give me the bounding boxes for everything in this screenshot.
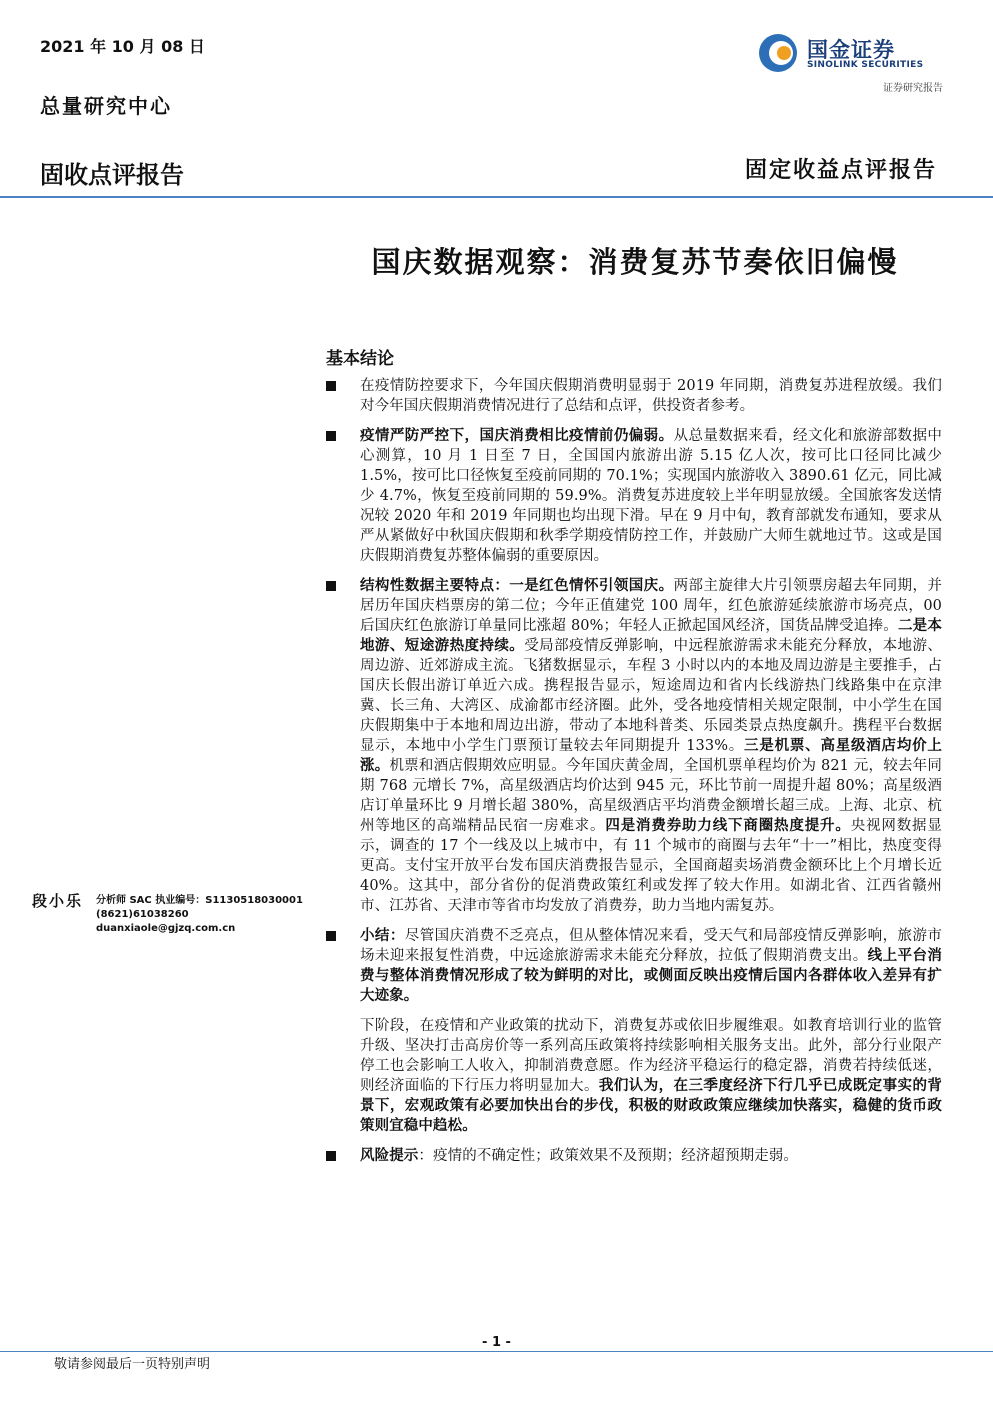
- analyst-email: duanxiaole@gjzq.com.cn: [96, 923, 236, 934]
- bullet-text: 央视网数据显示，调查的 17 个一线及以上城市中，有 11 个城市的商圈与去年“十一”相比，热度变得更高。支付宝开放平台发布国庆消费报告显示，全国商超卖场消费金额环比上个月增长近 40%。这其中，部分省份的促消费政策红利或发挥了较大作用。如湖北省、江西省赣州市、江苏省、天津市等省市均发放了消费券，助力当地内需复苏。: [360, 818, 942, 914]
- bullet-paragraph: [326, 576, 942, 916]
- logo-subtitle: 证券研究报告: [883, 83, 943, 94]
- logo-chinese-name: 国金证券: [807, 38, 895, 62]
- analyst-info: [96, 894, 303, 936]
- bullet-text: 尽管国庆消费不乏亮点，但从整体情况来看，受天气和局部疫情反弹影响，旅游市场未迎来报复性消费，中远途旅游需求未能充分释放，拉低了假期消费支出。: [360, 928, 942, 964]
- bullet-lead: 四是消费券助力线下商圈热度提升。: [605, 817, 851, 834]
- footer-divider: [0, 1351, 993, 1352]
- bullet-text: 两部主旋律大片引领票房超去年同期，并居历年国庆档票房的第二位；今年正值建党 100 周年，红色旅游延续旅游市场亮点，00 后国庆红色旅游订单量同比涨超 80%；年轻人正掀起国风经济，国货品牌受追捧。: [360, 578, 942, 634]
- bullet-text: 机票和酒店假期效应明显。今年国庆黄金周，全国机票单程均价为 821 元，较去年同期 768 元增长 7%，高星级酒店均价达到 945 元，环比节前一周提升超 80%；高星级酒店订单量环比 9 月增长超 380%，高星级酒店平均消费金额增长超三成。上海、北京、杭州等地区的高端精品民宿一房难求。: [360, 758, 942, 834]
- square-bullet-icon: [326, 581, 336, 591]
- paragraph-text: 下阶段，在疫情和产业政策的扰动下，消费复苏或依旧步履维艰。如教育培训行业的监管升级、坚决打击高房价等一系列高压政策将持续影响相关服务支出。此外，部分行业限产停工也会影响工人收入，抑制消费意愿。作为经济平稳运行的稳定器，消费若持续低迷，则经济面临的下行压力将明显加大。: [360, 1018, 942, 1094]
- square-bullet-icon: [326, 381, 336, 391]
- square-bullet-icon: [326, 1151, 336, 1161]
- bullet-lead: 线上平台消费与整体消费情况形成了较为鲜明的对比，或侧面反映出疫情后国内各群体收入差异有扩大迹象。: [360, 947, 942, 1004]
- bullet-lead: 疫情严防严控下，国庆消费相比疫情前仍偏弱。: [360, 427, 674, 444]
- bullet-lead: 结构性数据主要特点：一是红色情怀引领国庆。: [360, 577, 674, 594]
- bullet-paragraph: [326, 376, 942, 416]
- header-divider: [0, 196, 993, 198]
- report-date: 2021 年 10 月 08 日: [40, 37, 205, 56]
- analyst-name: 段小乐: [32, 892, 84, 910]
- report-type-right: 固定收益点评报告: [744, 157, 937, 183]
- bullet-paragraph: [326, 926, 942, 1006]
- analyst-phone: (8621)61038260: [96, 909, 189, 920]
- analyst-cert: 分析师 SAC 执业编号：S1130518030001: [96, 895, 303, 906]
- report-type-left: 固收点评报告: [40, 161, 184, 189]
- paragraph-bold: 我们认为，在三季度经济下行几乎已成既定事实的背景下，宏观政策有必要加快出台的步伐，积极的财政政策应继续加快落实，稳健的货币政策则宜稳中趋松。: [360, 1077, 942, 1134]
- bullet-paragraph: [326, 1146, 942, 1166]
- department-name: 总量研究中心: [40, 94, 172, 118]
- section-heading: 基本结论: [326, 349, 394, 369]
- square-bullet-icon: [326, 931, 336, 941]
- sinolink-logo-icon: [757, 32, 799, 74]
- bullet-lead: 小结：: [360, 927, 405, 944]
- report-title: 国庆数据观察：消费复苏节奏依旧偏慢: [371, 245, 899, 279]
- logo-english-name: SINOLINK SECURITIES: [807, 60, 924, 70]
- square-bullet-icon: [326, 431, 336, 441]
- bullet-text: 在疫情防控要求下，今年国庆假期消费明显弱于 2019 年同期，消费复苏进程放缓。我们对今年国庆假期消费情况进行了总结和点评，供投资者参考。: [360, 378, 942, 414]
- risk-label: 风险提示: [360, 1147, 419, 1164]
- page-number: - 1 -: [482, 1335, 511, 1350]
- company-logo: [757, 32, 947, 76]
- bullet-paragraph: [326, 426, 942, 566]
- bullet-text: 从总量数据来看，经文化和旅游部数据中心测算，10 月 1 日至 7 日，全国国内旅游出游 5.15 亿人次，按可比口径同比减少 1.5%，按可比口径恢复至疫前同期的 70.1%；实现国内旅游收入 3890.61 亿元，同比减少 4.7%，恢复至疫前同期的 59.9%。消费复苏进度较上半年明显放缓。全国旅客发送情况较 2020 年和 2019 年同期也均出现下滑。早在 9 月中旬，教育部就发布通知，要求从严从紧做好中秋国庆假期和秋季学期疫情防控工作，并鼓励广大师生就地过节。这或是国庆假期消费复苏整体偏弱的重要原因。: [360, 428, 942, 564]
- conclusions-body: [326, 376, 942, 1176]
- footer-disclaimer: 敬请参阅最后一页特别声明: [54, 1357, 211, 1372]
- plain-paragraph: [326, 1016, 942, 1136]
- risk-text: ：疫情的不确定性；政策效果不及预期；经济超预期走弱。: [418, 1148, 799, 1164]
- bullet-lead: 二是本地游、短途游热度持续。: [360, 617, 942, 654]
- bullet-lead: 三是机票、高星级酒店均价上涨。: [360, 737, 942, 774]
- bullet-text: 受局部疫情反弹影响，中远程旅游需求未能充分释放，本地游、周边游、近郊游成主流。飞猪数据显示，车程 3 小时以内的本地及周边游是主要推手，占国庆长假出游订单近六成。携程报告显示，短途周边和省内长线游热门线路集中在京津冀、长三角、大湾区、成渝都市经济圈。此外，受各地疫情相关规定限制，中小学生在国庆假期集中于本地和周边出游，带动了本地科普类、乐园类景点热度飙升。携程平台数据显示，本地中小学生门票预订量较去年同期提升 133%。: [360, 638, 942, 754]
